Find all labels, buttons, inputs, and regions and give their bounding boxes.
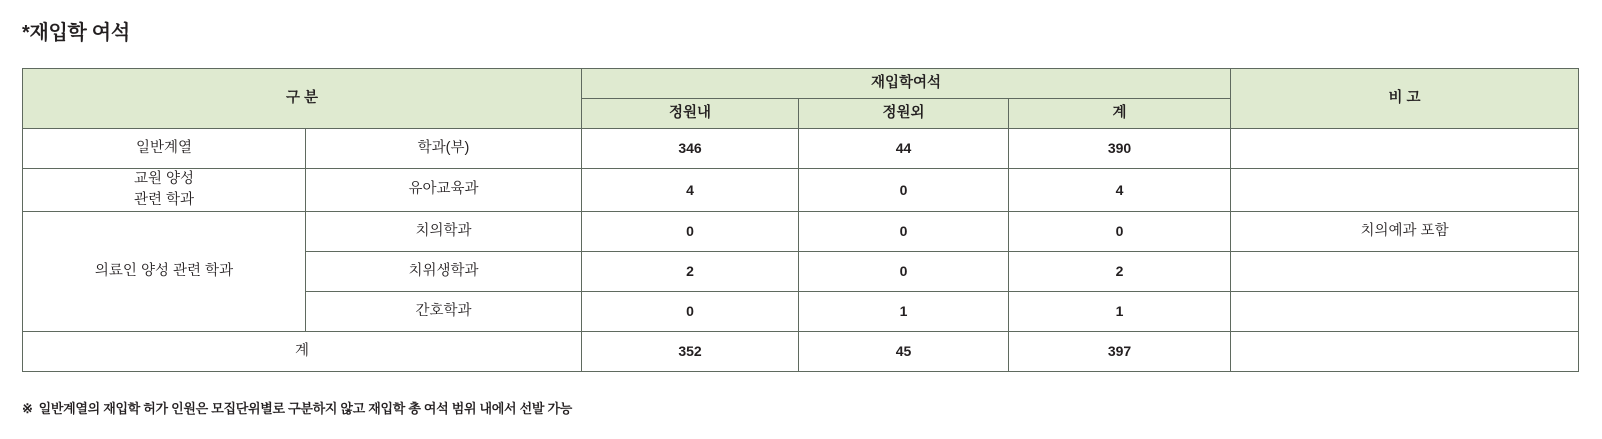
table-header-row-1 [23, 69, 1579, 99]
header-division: 구 분 [23, 69, 582, 129]
table-body [23, 129, 1579, 372]
row-remark [1231, 252, 1579, 292]
row-outside-quota: 0 [799, 252, 1009, 292]
row-inside-quota: 2 [582, 252, 799, 292]
row-department: 치의학과 [306, 212, 582, 252]
total-outside-quota: 45 [799, 332, 1009, 372]
row-total: 4 [1009, 169, 1231, 212]
table-row [23, 212, 1579, 252]
footnote [22, 398, 572, 417]
row-department: 학과(부) [306, 129, 582, 169]
row-category [23, 169, 306, 212]
row-remark [1231, 129, 1579, 169]
table-total-row [23, 332, 1579, 372]
total-label: 계 [23, 332, 582, 372]
row-inside-quota: 0 [582, 212, 799, 252]
header-remark: 비 고 [1231, 69, 1579, 129]
row-total: 1 [1009, 292, 1231, 332]
header-sum: 계 [1009, 99, 1231, 129]
row-total: 0 [1009, 212, 1231, 252]
row-total: 390 [1009, 129, 1231, 169]
row-category-line1: 교원 양성 [133, 171, 195, 187]
row-inside-quota: 346 [582, 129, 799, 169]
table-header [23, 69, 1579, 129]
row-outside-quota: 0 [799, 169, 1009, 212]
table-row [23, 129, 1579, 169]
row-remark: 치의예과 포함 [1231, 212, 1579, 252]
row-outside-quota: 0 [799, 212, 1009, 252]
total-sum: 397 [1009, 332, 1231, 372]
row-inside-quota: 0 [582, 292, 799, 332]
row-department: 유아교육과 [306, 169, 582, 212]
row-department: 치위생학과 [306, 252, 582, 292]
header-outside-quota: 정원외 [799, 99, 1009, 129]
row-category: 일반계열 [23, 129, 306, 169]
header-readmission-quota: 재입학여석 [582, 69, 1231, 99]
total-remark [1231, 332, 1579, 372]
row-outside-quota: 44 [799, 129, 1009, 169]
row-outside-quota: 1 [799, 292, 1009, 332]
total-inside-quota: 352 [582, 332, 799, 372]
table-row [23, 169, 1579, 212]
row-inside-quota: 4 [582, 169, 799, 212]
readmission-quota-table [22, 68, 1579, 372]
page-title: *재입학 여석 [22, 22, 130, 44]
row-remark [1231, 292, 1579, 332]
row-category-line2: 관련 학과 [133, 192, 195, 209]
row-remark [1231, 169, 1579, 212]
header-inside-quota: 정원내 [582, 99, 799, 129]
footnote-mark-icon: ※ [22, 401, 33, 416]
row-total: 2 [1009, 252, 1231, 292]
footnote-text: 일반계열의 재입학 허가 인원은 모집단위별로 구분하지 않고 재입학 총 여석 범위 내에서 선발 가능 [38, 401, 572, 416]
row-category: 의료인 양성 관련 학과 [23, 212, 306, 332]
row-department: 간호학과 [306, 292, 582, 332]
